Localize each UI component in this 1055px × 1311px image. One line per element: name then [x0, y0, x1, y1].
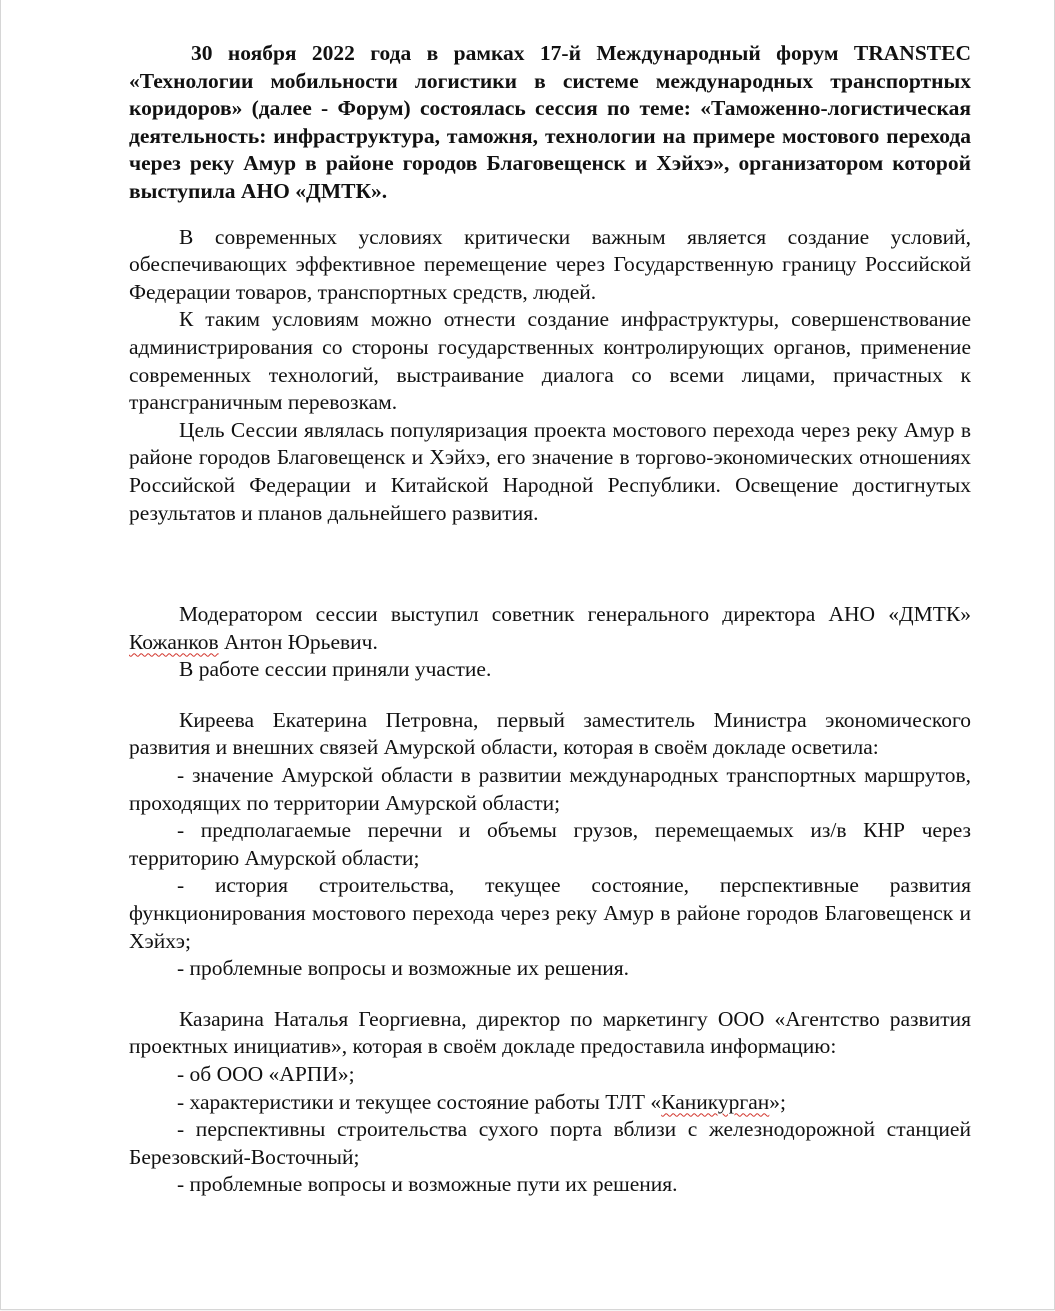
moderator-text-after: Антон Юрьевич. [218, 629, 378, 654]
speaker-2-point: - проблемные вопросы и возможные пути их решения. [177, 1172, 678, 1197]
speaker-1-point: - значение Амурской области в развитии международных транспортных маршрутов, проходящих по территории Амурской области; [129, 763, 971, 815]
document-body[interactable] [129, 40, 971, 1199]
paragraph-spacer [129, 206, 971, 224]
speaker-1-point: - история строительства, текущее состояние, перспективные развития функционирования мостового перехода через реку Амур в районе городов Благовещенск и Хэйхэ; [129, 873, 971, 953]
speaker-2-intro: Казарина Наталья Георгиевна, директор по маркетингу ООО «Агентство развития проектных инициатив», которая в своём докладе предоставила информацию: [129, 1006, 971, 1059]
paragraph-moderator [129, 601, 971, 656]
paragraph-conditions: В современных условиях критически важным является создание условий, обеспечивающих эффективное перемещение через Государственную границу Российской Федерации товаров, транспортных средств, людей. [129, 224, 971, 304]
moderator-text-before: Модератором сессии выступил советник генерального директора АНО «ДМТК» [179, 602, 971, 627]
blank-lines-spacer [129, 527, 971, 601]
paragraph-participants: В работе сессии приняли участие. [179, 657, 492, 682]
speaker-1-point: - предполагаемые перечни и объемы грузов, перемещаемых из/в КНР через территорию Амурской области; [129, 818, 971, 870]
intro-paragraph: 30 ноября 2022 года в рамках 17-й Международный форум TRANSTEC «Технологии мобильности логистики в системе международных транспортных коридоров» (далее - Форум) состоялась сессия по теме: «Таможенно-логистическая деятельность: инфраструктура, таможня, технологии на примере мостового перехода через реку Амур в районе городов Благовещенск и Хэйхэ», организатором которой выступила АНО «ДМТК». [129, 41, 971, 203]
paragraph-goal: Цель Сессии являлась популяризация проекта мостового перехода через реку Амур в районе городов Благовещенск и Хэйхэ, его значение в торгово-экономических отношениях Российской Федерации и Китайской Народной Республики. Освещение достигнутых результатов и планов дальнейшего развития. [129, 417, 971, 525]
paragraph-spacer [129, 684, 971, 707]
spellcheck-flagged-word[interactable]: Каникурган [661, 1089, 770, 1114]
point-text-after: »; [769, 1089, 787, 1114]
paragraph-infrastructure: К таким условиям можно отнести создание инфраструктуры, совершенствование администрирования со стороны государственных контролирующих органов, применение современных технологий, выстраивание диалога со всеми лицами, причастных к трансграничным перевозкам. [129, 307, 971, 415]
paragraph-spacer [129, 983, 971, 1006]
speaker-2-point [129, 1089, 971, 1117]
point-text-before: - характеристики и текущее состояние работы ТЛТ « [177, 1089, 662, 1114]
speaker-2-point: - перспективны строительства сухого порта вблизи с железнодорожной станцией Березовский-Восточный; [129, 1117, 971, 1169]
speaker-1-point: - проблемные вопросы и возможные их решения. [177, 956, 630, 981]
speaker-2-point: - об ООО «АРПИ»; [177, 1062, 355, 1086]
speaker-1-intro: Киреева Екатерина Петровна, первый заместитель Министра экономического развития и внешних связей Амурской области, которая в своём докладе осветила: [129, 707, 971, 760]
spellcheck-flagged-word[interactable]: Кожанков [129, 629, 219, 654]
